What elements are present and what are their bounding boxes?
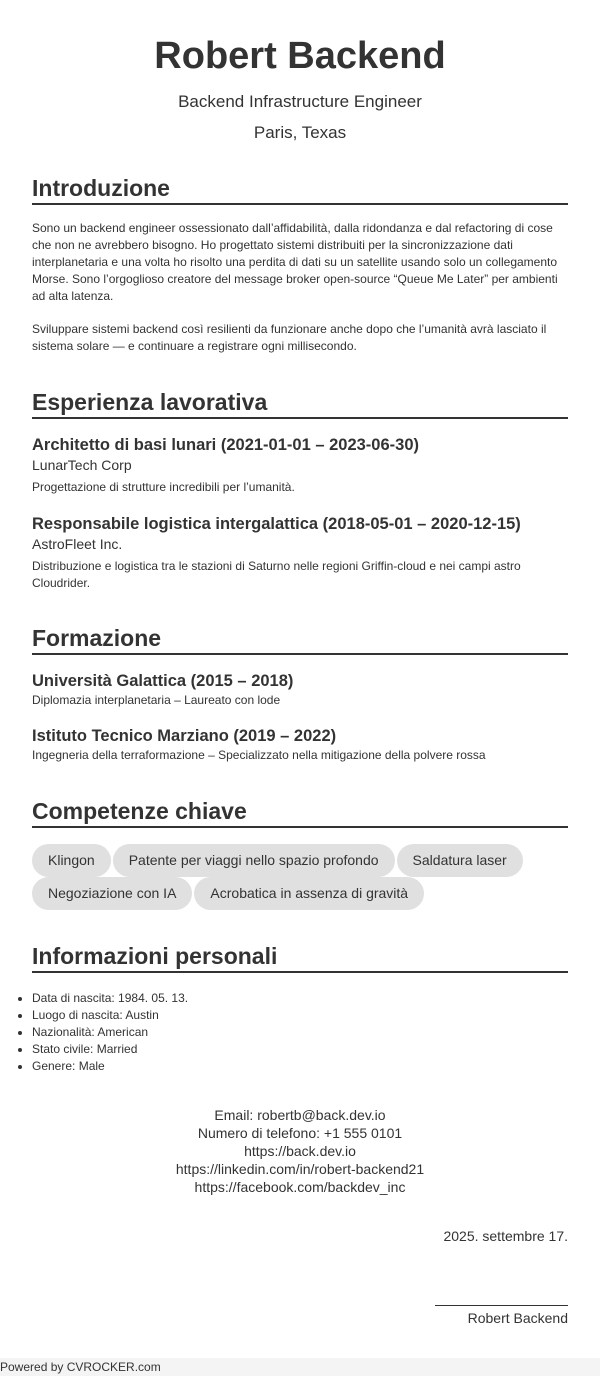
skill-chip: Saldatura laser [397, 844, 523, 877]
contact-email[interactable]: Email: robertb@back.dev.io [214, 1107, 386, 1123]
skill-chip: Negoziazione con IA [32, 877, 192, 910]
job-entry [32, 434, 568, 496]
section-title-education: Formazione [32, 623, 568, 655]
candidate-name: Robert Backend [154, 35, 446, 77]
job-entry [32, 513, 568, 592]
list-item: Nazionalità: American [32, 1024, 568, 1041]
skills-section [32, 796, 568, 910]
education-entry [32, 725, 568, 764]
intro-paragraph-1: Sono un backend engineer ossessionato dall’affidabilità, dalla ridondanza e dal refactoring di cose che non ne avrebbero bisogno. Ho progettato sistemi distribuiti per la sincronizzazione dati interplanetaria e una volta ho risolto una perdita di dati su un satellite usando solo un collegamento Morse. Sono l’orgoglioso creatore del message broker open-source “Queue Me Later” per ambienti ad alta latenza. [32, 221, 558, 303]
skill-chip: Patente per viaggi nello spazio profondo [113, 844, 395, 877]
powered-by-footer[interactable]: Powered by CVROCKER.com [0, 1360, 161, 1374]
contact-facebook[interactable]: https://facebook.com/backdev_inc [194, 1179, 406, 1195]
skills-list [32, 844, 568, 910]
job-company: AstroFleet Inc. [32, 536, 123, 552]
job-company: LunarTech Corp [32, 457, 132, 473]
skill-chip: Klingon [32, 844, 111, 877]
list-item: Data di nascita: 1984. 05. 13. [32, 990, 568, 1007]
candidate-role: Backend Infrastructure Engineer [178, 92, 422, 111]
section-title-personal: Informazioni personali [32, 941, 568, 973]
education-detail: Ingegneria della terraformazione – Specializzato nella mitigazione della polvere rossa [32, 748, 486, 762]
contact-block [32, 1106, 568, 1196]
education-detail: Diplomazia interplanetaria – Laureato con lode [32, 693, 281, 707]
candidate-location: Paris, Texas [253, 123, 347, 142]
contact-website[interactable]: https://back.dev.io [244, 1143, 356, 1159]
experience-section [32, 387, 568, 592]
signature-line [435, 1305, 568, 1306]
education-title: Università Galattica (2015 – 2018) [32, 672, 294, 690]
list-item: Luogo di nascita: Austin [32, 1007, 568, 1024]
section-title-skills: Competenze chiave [32, 796, 568, 828]
skill-chip: Acrobatica in assenza di gravità [194, 877, 424, 910]
intro-paragraph-2: Sviluppare sistemi backend così resilienti da funzionare anche dopo che l’umanità avrà lasciato il sistema solare — e continuare a registrare ogni millisecondo. [32, 322, 547, 353]
education-entry [32, 670, 568, 709]
list-item: Genere: Male [32, 1058, 568, 1075]
personal-info-list [32, 990, 568, 1075]
job-title: Responsabile logistica intergalattica (2018-05-01 – 2020-12-15) [32, 515, 521, 533]
job-description: Progettazione di strutture incredibili per l’umanità. [32, 480, 295, 494]
intro-section [32, 173, 568, 355]
job-title: Architetto di basi lunari (2021-01-01 – 2023-06-30) [32, 436, 419, 454]
job-description: Distribuzione e logistica tra le stazioni di Saturno nelle regioni Griffin-cloud e nei campi astro Cloudrider. [32, 559, 521, 590]
section-title-intro: Introduzione [32, 173, 568, 205]
list-item: Stato civile: Married [32, 1041, 568, 1058]
education-title: Istituto Tecnico Marziano (2019 – 2022) [32, 727, 337, 745]
contact-linkedin[interactable]: https://linkedin.com/in/robert-backend21 [175, 1161, 425, 1177]
signature-name: Robert Backend [467, 1310, 568, 1326]
contact-phone[interactable]: Numero di telefono: +1 555 0101 [197, 1125, 403, 1141]
section-title-experience: Esperienza lavorativa [32, 387, 568, 419]
education-section [32, 623, 568, 764]
document-date: 2025. settembre 17. [443, 1228, 568, 1244]
personal-section [32, 941, 568, 1075]
